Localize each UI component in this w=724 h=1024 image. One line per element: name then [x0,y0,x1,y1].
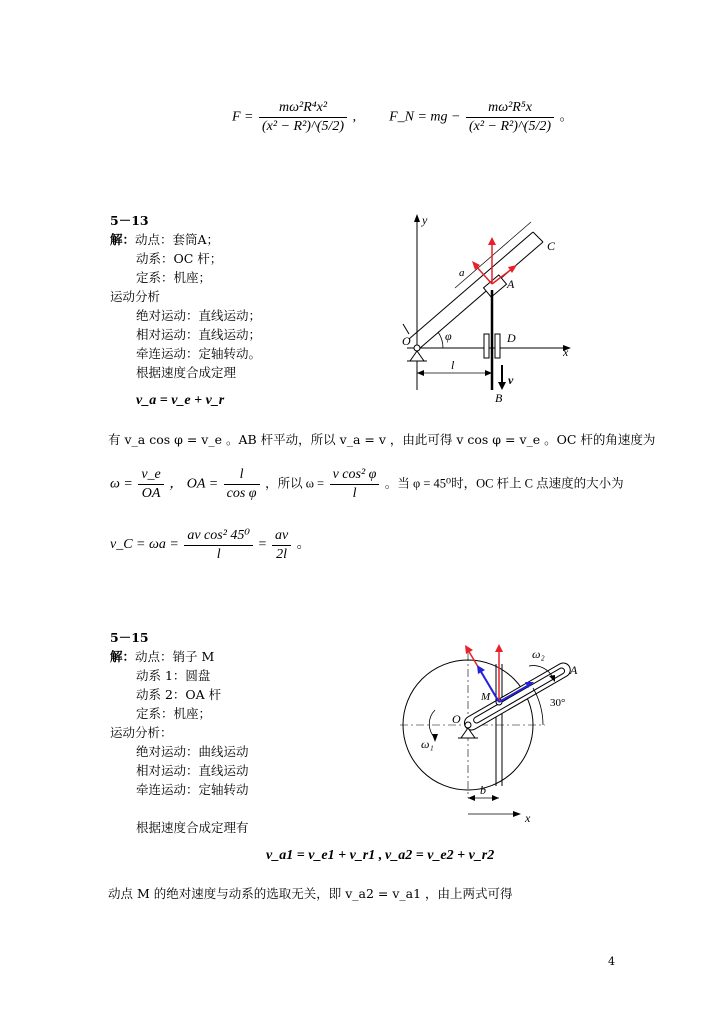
velocity-vr-arrow-icon [508,265,517,273]
force-FN-denominator: (x² − R²)^(5/2) [468,119,552,134]
sec2-fixed-frame: 定系：机座； [136,706,212,721]
section-title-5-15: 5－15 [110,630,149,645]
sec2-moving-point: 动点：销子 M [135,649,215,664]
sec2-frame2: 动系 2：OA 杆 [136,687,222,702]
label-v: v [508,373,514,387]
velocity-va-arrow-icon [488,237,496,245]
omega-denominator: OA [141,486,161,501]
rod-oc-lower [419,242,543,349]
guide-D-left [484,334,489,358]
omega-lhs: ω = [110,476,133,492]
vc-end: 。 [296,537,311,553]
dimension-l-left-arrow-icon [417,370,424,376]
label-b: b [480,783,486,797]
force-FN-fraction [466,100,554,135]
vc-fraction-2 [272,528,291,563]
vc-denominator-1: l [216,547,221,562]
sec2-conclusion: 动点 M 的绝对速度与动系的选取无关，即 v_a2 = v_a1 ，由上两式可得 [108,886,513,901]
vc-lhs: v_C = ωa = [110,537,179,553]
formula-separator: , [352,109,357,125]
sec2-equation-2: v_a2 = v_e2 + v_r2 [385,848,495,863]
guide-D-right [495,334,500,358]
section-title-5-13: 5－13 [110,213,149,228]
force-F-denominator: (x² − R²)^(5/2) [262,119,345,134]
sec1-analysis: 运动分析 [110,289,161,304]
label-O: O [452,712,461,726]
pivot-O [465,722,471,728]
dimension-a [455,222,531,288]
omega1-arc [429,710,435,738]
pivot-O-support [410,351,424,361]
angle-phi-arc [438,332,443,348]
rod-oc-upper [409,232,533,339]
sec1-velocity-equation: v_a = v_e + v_r [136,393,225,408]
label-a: a [459,267,465,279]
force-F-fraction [259,100,347,135]
force-FN-lhs: F_N = mg − [389,109,461,125]
sec2-equation-1: v_a1 = v_e1 + v_r1 , [266,848,383,863]
page-number: 4 [608,955,615,968]
force-F-numerator: mω²R⁴x² [259,100,347,118]
sec2-theorem: 根据速度合成定理有 [136,820,249,835]
omega-fraction [138,467,163,502]
sec2-analysis: 运动分析： [110,725,173,740]
vc-denominator-2: 2l [276,546,287,562]
so-numerator: v cos² φ [330,467,380,485]
label-y: y [422,213,428,227]
sec1-relative: 相对运动：直线运动； [136,327,262,342]
sec2-solve-label: 解： [110,649,136,664]
oa-lhs: ， OA = [169,476,219,492]
rod-oc-tail [403,324,409,334]
label-O: O [402,334,411,348]
sec1-solve-label: 解： [110,232,136,247]
oa-fraction [224,467,260,502]
vc-numerator-2: av [272,528,291,546]
sec1-moving-point: 动点：套筒A； [135,232,220,247]
velocity-ve-arrow [475,265,492,284]
velocity-v-arrow-icon [498,382,506,390]
when-text: 。当 φ = 45⁰时，OC 杆上 C 点速度的大小为 [384,476,624,491]
label-A: A [507,277,515,291]
force-F-lhs: F = [232,109,254,125]
sec2-moving-point-line [110,647,214,666]
vc-numerator-1: av cos² 45⁰ [184,527,253,546]
formula-end: 。 [559,109,574,125]
oa-numerator: l [224,467,260,485]
label-x: x [525,811,531,825]
force-FN-numerator: mω²R⁵x [466,100,554,118]
sec1-derivation-line: 有 v_a cos φ = v_e 。AB 杆平动，所以 v_a = v ，由此可得 v cos φ = v_e 。OC 杆的角速度为 [108,432,656,447]
label-omega2: ω₂ [532,647,545,661]
label-C: C [547,239,556,253]
x-axis-arrow-icon [513,811,521,817]
oa-denominator: cos φ [226,486,257,501]
sec1-moving-point-line [110,230,219,249]
figure-5-15 [395,638,595,828]
figure-5-13 [395,210,595,410]
label-B: B [495,391,503,405]
velocity-va-arrow-icon [495,644,503,652]
sec2-frame1: 动系 1：圆盘 [136,668,211,683]
so-fraction [330,467,380,502]
label-A: A [570,663,578,677]
label-M: M [481,691,491,703]
sec2-relative: 相对运动：直线运动 [136,763,249,778]
omega-numerator: v_e [138,467,163,485]
sec1-vc-line [110,527,311,563]
sec1-fixed-frame: 定系：机座； [136,270,212,285]
dimension-b-left-arrow-icon [468,795,475,801]
pivot-O [414,345,420,351]
vc-fraction-1 [184,527,253,563]
sec1-omega-line [110,467,624,502]
sec2-absolute: 绝对运动：曲线运动 [136,744,249,759]
y-axis-arrow-icon [414,214,420,222]
so-text: ，所以 ω = [265,476,325,491]
sec1-moving-frame: 动系：OC 杆； [136,251,223,266]
sec1-theorem: 根据速度合成定理 [136,365,237,380]
so-denominator: l [352,486,357,501]
label-phi: φ [445,329,452,343]
dimension-b-right-arrow-icon [492,795,499,801]
label-x: x [563,345,569,359]
sec1-absolute: 绝对运动：直线运动； [136,308,262,323]
sec1-transport: 牵连运动：定轴转动。 [136,346,262,361]
label-omega1: ω₁ [421,737,434,751]
rod-oc-end [533,232,543,242]
vc-equals: = [258,537,267,553]
sec2-transport: 牵连运动：定轴转动 [136,782,249,797]
label-angle: 30° [550,697,566,709]
top-formula [232,100,574,135]
label-D: D [507,331,516,345]
label-l: l [451,358,455,372]
